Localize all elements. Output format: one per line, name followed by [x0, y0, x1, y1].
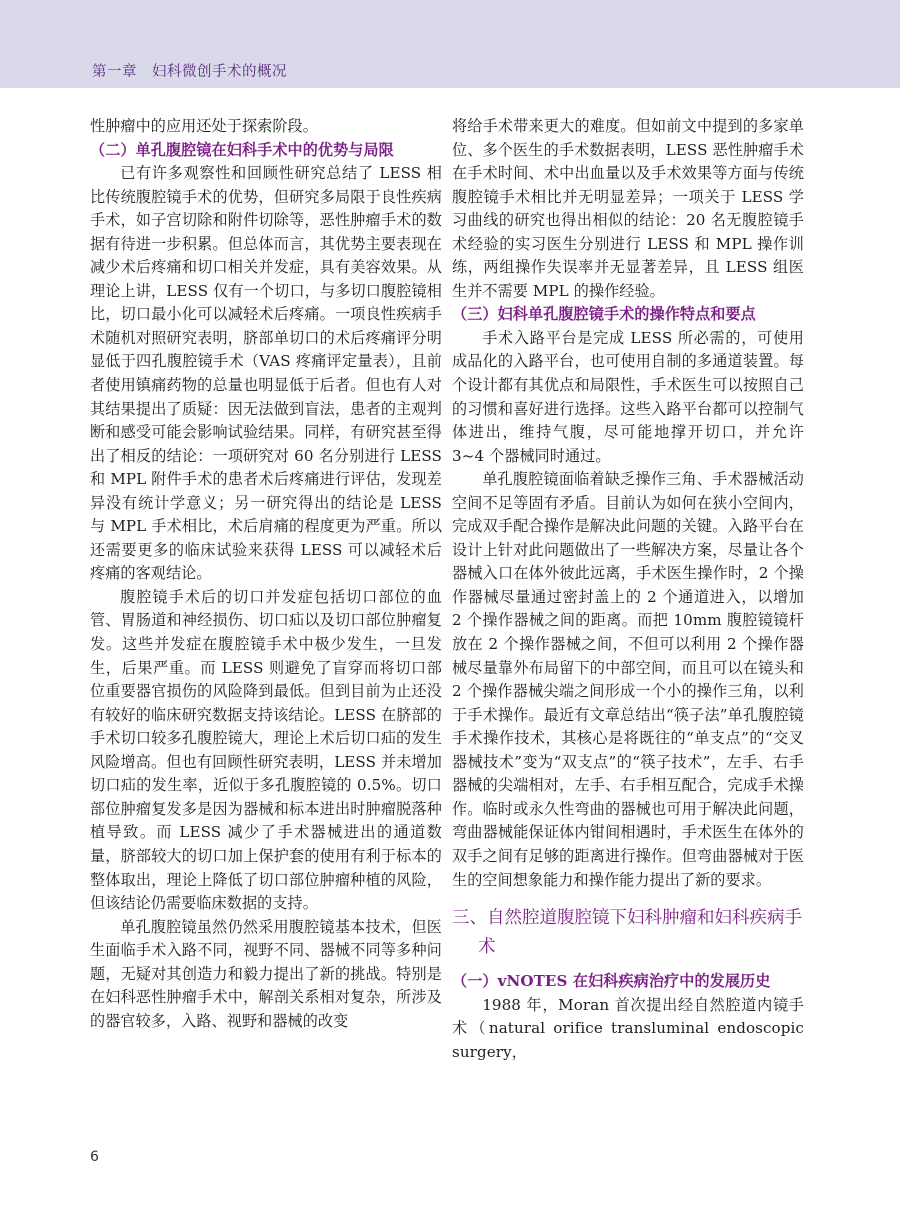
- section-heading-operation: （三）妇科单孔腹腔镜手术的操作特点和要点: [452, 305, 756, 324]
- section-heading-advantages: （二）单孔腹腔镜在妇科手术中的优势与局限: [90, 140, 394, 159]
- chapter-title: 第一章 妇科微创手术的概况: [92, 64, 287, 80]
- paragraph: 已有许多观察性和回顾性研究总结了 LESS 相比传统腹腔镜手术的优势，但研究多局限于良性疾病手术，如子宫切除和附件切除等，恶性肿瘤手术的数据有待进一步积累。但总体而言，其优势主要表现在减少术后疼痛和切口相关并发症，具有美容效果。从理论上讲，LESS 仅有一个切口，与多切口腹腔镜相比，切口最小化可以减轻术后疼痛。一项良性疾病手术随机对照研究表明，脐部单切口的术后疼痛评分明显低于四孔腹腔镜手术（VAS 疼痛评定量表），且前者使用镇痛药物的总量也明显低于后者。但也有人对其结果提出了质疑：因无法做到盲法，患者的主观判断和感受可能会影响试验结果。同样，有研究甚至得出了相反的结论：一项研究对 60 名分别进行 LESS 和 MPL 附件手术的患者术后疼痛进行评估，发现差异没有统计学意义；另一研究得出的结论是 LESS 与 MPL 手术相比，术后肩痛的程度更为严重。所以还需要更多的临床试验来获得 LESS 可以减轻术后疼痛的客观结论。: [90, 164, 442, 583]
- paragraph: 单孔腹腔镜面临着缺乏操作三角、手术器械活动空间不足等固有矛盾。目前认为如何在狭小空间内，完成双手配合操作是解决此问题的关键。入路平台在设计上针对此问题做出了一些解决方案，尽量让各个器械入口在体外彼此远离，手术医生操作时，2 个操作器械尽量通过密封盖上的 2 个通道进入，以增加 2 个操作器械之间的距离。而把 10mm 腹腔镜镜杆放在 2 个操作器械之间，不但可以利用 2 个操作器械尽量靠外布局留下的中部空间，而且可以在镜头和 2 个操作器械尖端之间形成一个小的操作三角，以利于手术操作。最近有文章总结出“筷子法”单孔腹腔镜手术操作技术，其核心是将既往的“单支点”的“交叉器械技术”变为“双支点”的“筷子技术”，左手、右手器械的尖端相对，左手、右手相互配合，完成手术操作。临时或永久性弯曲的器械也可用于解决此问题，弯曲器械能保证体内钳间相遇时，手术医生在体外的双手之间有足够的距离进行操作。但弯曲器械对于医生的空间想象能力和操作能力提出了新的要求。: [452, 470, 804, 889]
- left-column: [90, 115, 442, 1033]
- paragraph: 腹腔镜手术后的切口并发症包括切口部位的血管、胃肠道和神经损伤、切口疝以及切口部位肿瘤复发。这些并发症在腹腔镜手术中极少发生，一旦发生，后果严重。而 LESS 则避免了盲穿而将切口部位重要器官损伤的风险降到最低。但到目前为止还没有较好的临床研究数据支持该结论。LESS 在脐部的手术切口较多孔腹腔镜大，理论上术后切口疝的发生风险增高。但也有回顾性研究表明，LESS 并未增加切口疝的发生率，近似于多孔腹腔镜的 0.5%。切口部位肿瘤复发多是因为器械和标本进出时肿瘤脱落种植导致。而 LESS 减少了手术器械进出的通道数量，脐部较大的切口加上保护套的使用有利于标本的整体取出，理论上降低了切口部位肿瘤种植的风险，但该结论仍需要临床数据的支持。: [90, 587, 442, 913]
- paragraph: 性肿瘤中的应用还处于探索阶段。: [90, 117, 318, 135]
- paragraph: 将给手术带来更大的难度。但如前文中提到的多家单位、多个医生的手术数据表明，LESS 恶性肿瘤手术在手术时间、术中出血量以及手术效果等方面与传统腹腔镜手术相比并无明显差异；一项关于 LESS 学习曲线的研究也得出相似的结论：20 名无腹腔镜手术经验的实习医生分别进行 LESS 和 MPL 操作训练，两组操作失误率并无显著差异，且 LESS 组医生并不需要 MPL 的操作经验。: [452, 117, 804, 300]
- page-number: 6: [90, 1149, 99, 1165]
- paragraph: 单孔腹腔镜虽然仍然采用腹腔镜基本技术，但医生面临手术入路不同，视野不同、器械不同等多种问题，无疑对其创造力和毅力提出了新的挑战。特别是在妇科恶性肿瘤手术中，解剖关系相对复杂，所涉及的器官较多，入路、视野和器械的改变: [90, 917, 442, 1030]
- paragraph: 1988 年，Moran 首次提出经自然腔道内镜手术（natural orifice transluminal endoscopic surgery，: [452, 995, 804, 1061]
- chapter-section-heading: 三、自然腔道腹腔镜下妇科肿瘤和妇科疾病手术: [452, 908, 802, 958]
- page-header: [0, 0, 900, 88]
- section-heading-vnotes: （一）vNOTES 在妇科疾病治疗中的发展历史: [452, 972, 771, 991]
- right-column: [452, 115, 804, 1064]
- paragraph: 手术入路平台是完成 LESS 所必需的，可使用成品化的入路平台，也可使用自制的多通道装置。每个设计都有其优点和局限性，手术医生可以按照自己的习惯和喜好进行选择。这些入路平台都可以控制气体进出，维持气腹，尽可能地撑开切口，并允许 3~4 个器械同时通过。: [452, 328, 804, 465]
